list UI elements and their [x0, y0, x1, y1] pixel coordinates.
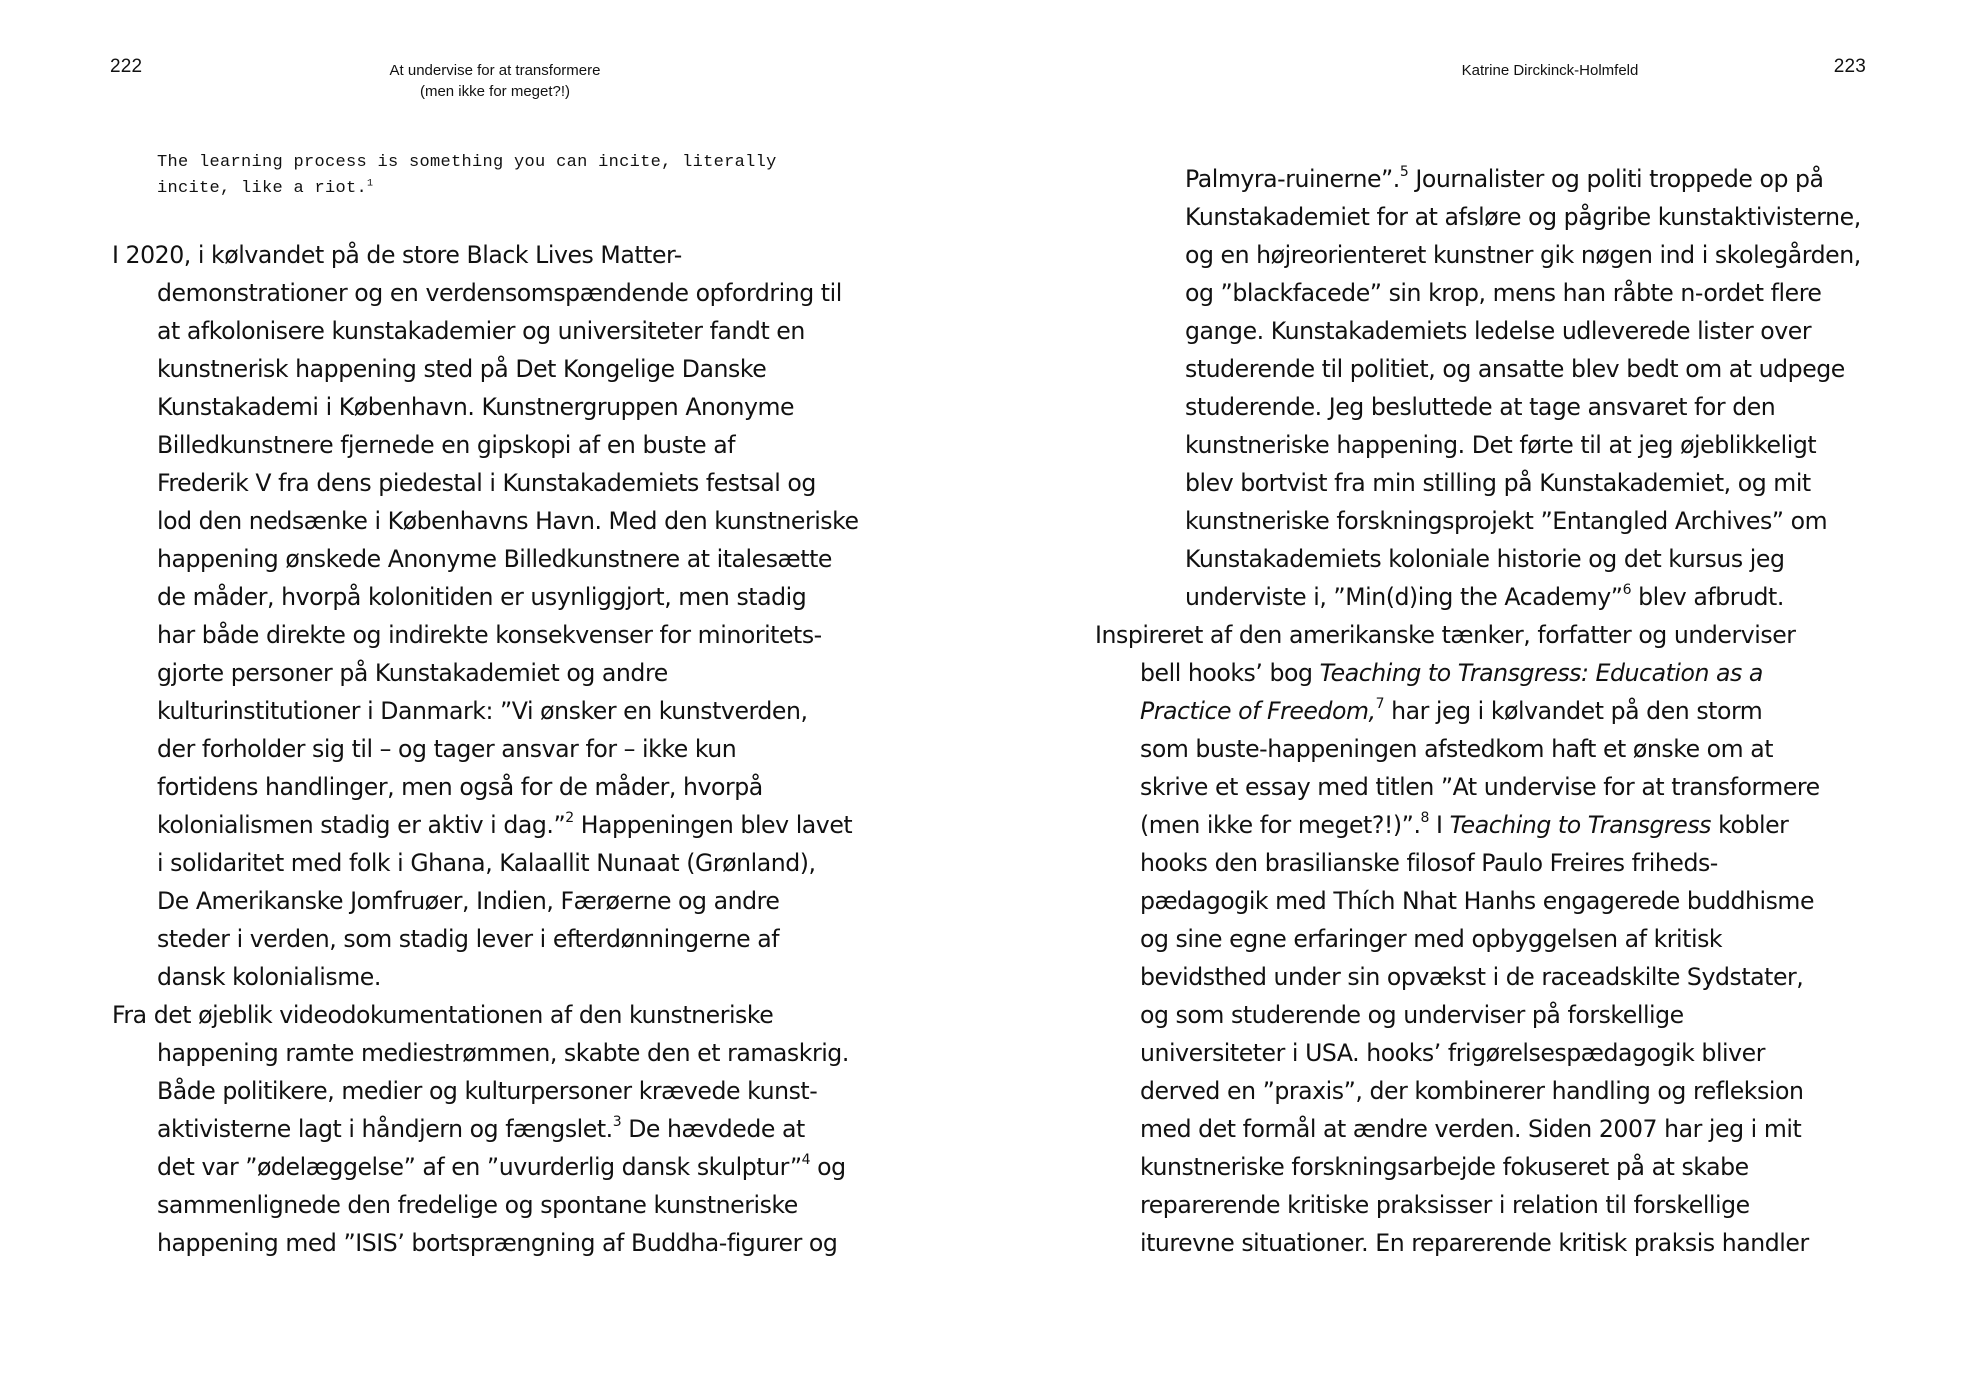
text-line: kunstnerisk happening sted på Det Kongelige Danske [157, 355, 767, 383]
text-line: happening ramte mediestrømmen, skabte den et ramaskrig. [157, 1039, 849, 1067]
text-line: studerende. Jeg besluttede at tage ansvaret for den [1185, 393, 1776, 421]
text-segment: og [810, 1153, 846, 1181]
footnote-ref: 4 [801, 1152, 811, 1169]
text-line: Inspireret af den amerikanske tænker, forfatter og underviser [1095, 621, 1796, 649]
footnote-ref: 5 [1399, 164, 1409, 181]
text-segment: blev afbrudt. [1631, 583, 1784, 611]
text-line: Kunstakademi i København. Kunstnergruppen Anonyme [157, 393, 795, 421]
text-line: blev bortvist fra min stilling på Kunstakademiet, og mit [1185, 469, 1811, 497]
text-line: Både politikere, medier og kulturpersoner krævede kunst- [157, 1077, 818, 1105]
text-segment: underviste i, ”Min(d)ing the Academy” [1185, 583, 1623, 611]
footnote-ref: 3 [612, 1114, 622, 1131]
text-line: kunstneriske happening. Det førte til at jeg øjeblikkeligt [1185, 431, 1817, 459]
text-line: og som studerende og underviser på forskellige [1140, 1001, 1684, 1029]
text-line: og sine egne erfaringer med opbyggelsen af kritisk [1140, 925, 1723, 953]
text-line: med det formål at ændre verden. Siden 2007 har jeg i mit [1140, 1115, 1802, 1143]
text-segment: har jeg i kølvandet på den storm [1384, 697, 1763, 725]
text-line: i solidaritet med folk i Ghana, Kalaallit Nunaat (Grønland), [157, 849, 816, 877]
text-line: har både direkte og indirekte konsekvenser for minoritets- [157, 621, 822, 649]
text-line: Kunstakademiet for at afsløre og pågribe kunstaktivisterne, [1185, 203, 1861, 231]
text-line: lod den nedsænke i Københavns Havn. Med den kunstneriske [157, 507, 859, 535]
page-number: 223 [1833, 56, 1866, 77]
paragraph [1095, 616, 1900, 1262]
text-line [112, 1148, 872, 1186]
text-line: pædagogik med Thích Nhat Hanhs engagerede buddhisme [1140, 887, 1815, 915]
text-line: derved en ”praxis”, der kombinerer handling og refleksion [1140, 1077, 1804, 1105]
body-text [1095, 160, 1900, 1262]
text-line: happening med ”ISIS’ bortsprængning af Buddha-figurer og [157, 1229, 838, 1257]
paragraph [112, 236, 872, 996]
footnote-ref: 6 [1622, 582, 1632, 599]
text-line: og en højreorienteret kunstner gik nøgen ind i skolegården, [1185, 241, 1861, 269]
text-segment: I [1428, 811, 1450, 839]
paragraph [1140, 160, 1900, 616]
text-line: demonstrationer og en verdensomspændende opfordring til [157, 279, 842, 307]
text-line: skrive et essay med titlen ”At undervise for at transformere [1140, 773, 1820, 801]
running-head: Katrine Dirckinck-Holmfeld [1461, 62, 1639, 79]
text-line: universiteter i USA. hooks’ frigørelsespædagogik bliver [1140, 1039, 1765, 1067]
text-segment: kolonialismen stadig er aktiv i dag.” [157, 811, 566, 839]
footnote-ref: 8 [1420, 810, 1429, 827]
left-page [0, 0, 984, 1384]
text-line: hooks den brasilianske filosof Paulo Freires friheds- [1140, 849, 1718, 877]
text-line: kunstneriske forskningsprojekt ”Entangled Archives” om [1185, 507, 1828, 535]
text-segment: Happeningen blev lavet [573, 811, 853, 839]
text-segment: Palmyra-ruinerne”. [1185, 165, 1400, 193]
text-line: at afkolonisere kunstakademier og universiteter fandt en [157, 317, 805, 345]
text-line: der forholder sig til – og tager ansvar for – ikke kun [157, 735, 737, 763]
text-line: Frederik V fra dens piedestal i Kunstakademiets festsal og [157, 469, 816, 497]
text-line [1095, 692, 1900, 730]
text-line: studerende til politiet, og ansatte blev bedt om at udpege [1185, 355, 1845, 383]
right-page [985, 0, 1969, 1384]
text-line: kulturinstitutioner i Danmark: ”Vi ønsker en kunstverden, [157, 697, 808, 725]
epigraph-line: The learning process is something you can incite, literally [157, 153, 777, 172]
book-title: Teaching to Transgress [1449, 811, 1712, 839]
text-segment: (men ikke for meget?!)”. [1140, 811, 1421, 839]
text-line: steder i verden, som stadig lever i efterdønningerne af [157, 925, 780, 953]
book-title: Teaching to Transgress: Education as a [1319, 659, 1763, 687]
text-line: kunstneriske forskningsarbejde fokuseret på at skabe [1140, 1153, 1749, 1181]
text-segment: kobler [1711, 811, 1789, 839]
text-line [112, 1110, 872, 1148]
epigraph [157, 150, 857, 202]
text-line: gange. Kunstakademiets ledelse udleverede lister over [1185, 317, 1812, 345]
text-segment: De hævdede at [621, 1115, 805, 1143]
text-line: og ”blackfacede” sin krop, mens han råbte n-ordet flere [1185, 279, 1822, 307]
text-line: iturevne situationer. En reparerende kritisk praksis handler [1140, 1229, 1809, 1257]
text-line: Kunstakademiets koloniale historie og det kursus jeg [1185, 545, 1785, 573]
text-line: Billedkunstnere fjernede en gipskopi af en buste af [157, 431, 736, 459]
text-line: gjorte personer på Kunstakademiet og andre [157, 659, 668, 687]
text-line [1095, 806, 1900, 844]
book-title: Practice of Freedom, [1140, 697, 1376, 725]
text-line: fortidens handlinger, men også for de måder, hvorpå [157, 773, 763, 801]
text-line: sammenlignede den fredelige og spontane kunstneriske [157, 1191, 798, 1219]
running-head-line: (men ikke for meget?!) [419, 83, 571, 100]
text-line [1140, 578, 1900, 616]
text-line: reparerende kritiske praksisser i relation til forskellige [1140, 1191, 1750, 1219]
text-line [112, 806, 872, 844]
body-text [112, 236, 872, 1262]
text-line: I 2020, i kølvandet på de store Black Lives Matter- [112, 241, 682, 269]
running-head-line: At undervise for at transformere [389, 62, 601, 79]
text-line: bevidsthed under sin opvækst i de raceadskilte Sydstater, [1140, 963, 1804, 991]
page-number: 222 [110, 56, 143, 77]
text-line [1140, 160, 1900, 198]
paragraph [112, 996, 872, 1262]
text-line: dansk kolonialisme. [157, 963, 381, 991]
footnote-ref: 2 [565, 810, 574, 827]
text-line: som buste-happeningen afstedkom haft et ønske om at [1140, 735, 1774, 763]
text-segment: aktivisterne lagt i håndjern og fængslet. [157, 1115, 613, 1143]
epigraph-line: incite, like a riot. [157, 179, 368, 198]
footnote-ref: 1 [367, 178, 374, 190]
footnote-ref: 7 [1375, 696, 1385, 713]
text-segment: det var ”ødelæggelse” af en ”uvurderlig dansk skulptur” [157, 1153, 802, 1181]
text-segment: bell hooks’ bog [1140, 659, 1320, 687]
text-line: Fra det øjeblik videodokumentationen af den kunstneriske [112, 1001, 774, 1029]
text-line: happening ønskede Anonyme Billedkunstnere at italesætte [157, 545, 832, 573]
text-segment: Journalister og politi troppede op på [1408, 165, 1824, 193]
running-head [330, 60, 660, 102]
text-line [1095, 654, 1900, 692]
text-line: De Amerikanske Jomfruøer, Indien, Færøerne og andre [157, 887, 780, 915]
text-line: de måder, hvorpå kolonitiden er usynliggjort, men stadig [157, 583, 807, 611]
